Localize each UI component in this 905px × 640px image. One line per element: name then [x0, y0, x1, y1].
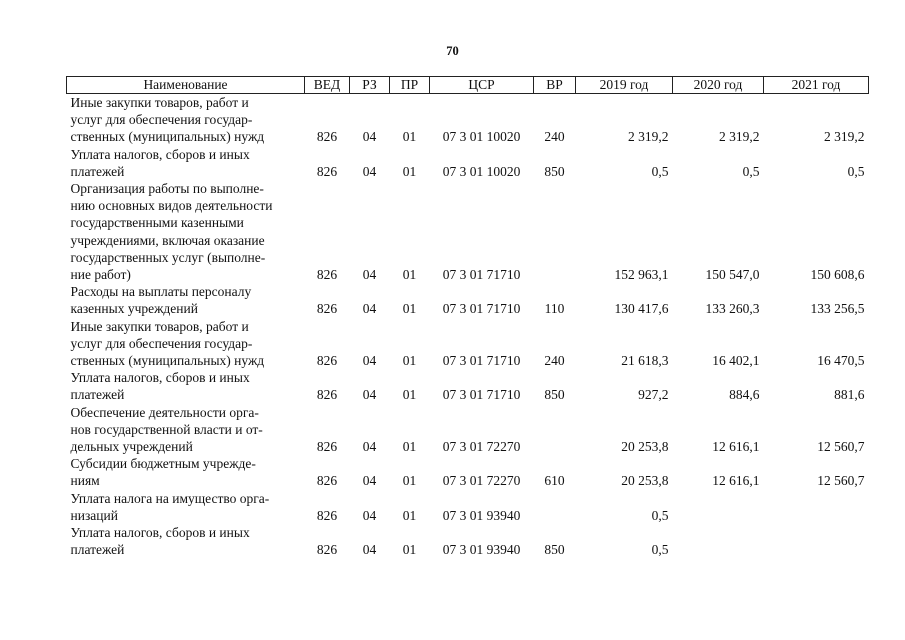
amount-2020-cell: 2 319,2	[719, 129, 760, 145]
amount-2021-cell: 881,6	[834, 387, 865, 403]
header-vr: ВР	[534, 77, 576, 94]
pr-cell: 01	[402, 129, 417, 145]
ved-cell: 826	[316, 129, 338, 145]
amount-2019-cell: 927,2	[638, 387, 669, 403]
amount-2021-cell: 2 319,2	[824, 129, 865, 145]
item-name-line: Обеспечение деятельности орга-	[70, 404, 259, 420]
item-name-line: учреждениями, включая оказание	[70, 232, 265, 248]
ved-cell: 826	[316, 542, 338, 558]
table-row	[67, 283, 869, 317]
item-name-cell	[67, 283, 305, 317]
item-name-cell	[67, 369, 305, 403]
item-name-line: Уплата налогов, сборов и иных	[70, 146, 250, 162]
table-row	[67, 455, 869, 489]
vr-cell: 610	[544, 473, 565, 489]
ved-cell: 826	[316, 507, 338, 523]
header-name: Наименование	[67, 77, 305, 94]
table-row	[67, 94, 869, 146]
amount-2021-cell: 0,5	[847, 163, 865, 179]
rz-cell: 04	[362, 473, 377, 489]
amount-2020-cell	[673, 490, 764, 524]
ved-cell: 826	[316, 353, 338, 369]
item-name-line: услуг для обеспечения государ-	[70, 335, 253, 351]
item-name-line: Иные закупки товаров, работ и	[70, 95, 249, 110]
pr-cell: 01	[402, 439, 417, 455]
header-ved: ВЕД	[305, 77, 350, 94]
header-row	[67, 77, 869, 94]
vr-cell: 110	[544, 301, 565, 317]
ved-cell: 826	[316, 439, 338, 455]
amount-2020-cell: 12 616,1	[712, 473, 760, 489]
item-name-line: Уплата налога на имущество орга-	[70, 490, 270, 506]
vr-cell: 240	[544, 129, 565, 145]
item-name-line: Организация работы по выполне-	[70, 181, 264, 197]
item-name-cell	[67, 404, 305, 456]
table-row	[67, 146, 869, 180]
vr-cell: 240	[544, 353, 565, 369]
amount-2021-cell	[764, 524, 869, 558]
item-name-cell	[67, 180, 305, 283]
ved-cell: 826	[316, 473, 338, 489]
item-name-line: ние работ)	[70, 267, 131, 283]
pr-cell: 01	[402, 507, 417, 523]
csr-cell: 07 3 01 71710	[442, 353, 521, 369]
amount-2019-cell: 0,5	[651, 542, 669, 558]
csr-cell: 07 3 01 93940	[442, 542, 521, 558]
header-2020: 2020 год	[673, 77, 764, 94]
item-name-line: ниям	[70, 473, 100, 489]
item-name-line: государственными казенными	[70, 215, 244, 231]
item-name-line: нию основных видов деятельности	[70, 198, 273, 214]
pr-cell: 01	[402, 301, 417, 317]
csr-cell: 07 3 01 72270	[442, 439, 521, 455]
amount-2019-cell: 2 319,2	[628, 129, 669, 145]
csr-cell: 07 3 01 71710	[442, 387, 521, 403]
amount-2021-cell: 12 560,7	[817, 439, 865, 455]
amount-2021-cell: 150 608,6	[810, 267, 865, 283]
pr-cell: 01	[402, 267, 417, 283]
vr-cell: 850	[544, 542, 565, 558]
item-name-cell	[67, 146, 305, 180]
pr-cell: 01	[402, 473, 417, 489]
header-csr: ЦСР	[430, 77, 534, 94]
header-2021: 2021 год	[764, 77, 869, 94]
amount-2021-cell	[764, 490, 869, 524]
amount-2020-cell: 0,5	[742, 163, 760, 179]
item-name-line: дельных учреждений	[70, 439, 193, 455]
csr-cell: 07 3 01 71710	[442, 301, 521, 317]
budget-table	[66, 76, 869, 558]
item-name-line: низаций	[70, 507, 118, 523]
amount-2020-cell: 16 402,1	[712, 353, 760, 369]
page-number: 70	[446, 44, 459, 58]
item-name-line: Уплата налогов, сборов и иных	[70, 370, 250, 386]
rz-cell: 04	[362, 129, 377, 145]
csr-cell: 07 3 01 71710	[442, 267, 521, 283]
amount-2019-cell: 152 963,1	[614, 267, 669, 283]
table-row	[67, 490, 869, 524]
rz-cell: 04	[362, 301, 377, 317]
item-name-cell	[67, 318, 305, 370]
rz-cell: 04	[362, 439, 377, 455]
rz-cell: 04	[362, 353, 377, 369]
ved-cell: 826	[316, 301, 338, 317]
table-header	[67, 77, 869, 94]
table-row	[67, 404, 869, 456]
item-name-line: платежей	[70, 387, 125, 403]
amount-2020-cell: 884,6	[729, 387, 760, 403]
item-name-line: казенных учреждений	[70, 301, 198, 317]
pr-cell: 01	[402, 387, 417, 403]
amount-2019-cell: 130 417,6	[614, 301, 669, 317]
item-name-line: Расходы на выплаты персоналу	[70, 284, 252, 300]
table-body	[67, 94, 869, 559]
rz-cell: 04	[362, 267, 377, 283]
rz-cell: 04	[362, 163, 377, 179]
csr-cell: 07 3 01 72270	[442, 473, 521, 489]
ved-cell: 826	[316, 163, 338, 179]
item-name-line: Иные закупки товаров, работ и	[70, 318, 249, 334]
amount-2019-cell: 21 618,3	[621, 353, 669, 369]
amount-2020-cell: 133 260,3	[705, 301, 760, 317]
table-row	[67, 180, 869, 283]
ved-cell: 826	[316, 267, 338, 283]
table-row	[67, 369, 869, 403]
vr-cell: 850	[544, 163, 565, 179]
item-name-line: платежей	[70, 542, 125, 558]
item-name-line: государственных услуг (выполне-	[70, 249, 266, 265]
amount-2019-cell: 0,5	[651, 163, 669, 179]
item-name-line: услуг для обеспечения государ-	[70, 112, 253, 128]
pr-cell: 01	[402, 542, 417, 558]
header-rz: РЗ	[350, 77, 390, 94]
item-name-cell	[67, 490, 305, 524]
amount-2021-cell: 16 470,5	[817, 353, 865, 369]
vr-cell	[534, 404, 576, 456]
item-name-line: платежей	[70, 163, 125, 179]
header-pr: ПР	[390, 77, 430, 94]
vr-cell: 850	[544, 387, 565, 403]
item-name-line: ственных (муниципальных) нужд	[70, 353, 265, 369]
item-name-cell	[67, 94, 305, 146]
amount-2019-cell: 20 253,8	[621, 439, 669, 455]
csr-cell: 07 3 01 93940	[442, 507, 521, 523]
csr-cell: 07 3 01 10020	[442, 163, 521, 179]
item-name-line: нов государственной власти и от-	[70, 421, 263, 437]
amount-2021-cell: 133 256,5	[810, 301, 865, 317]
amount-2021-cell: 12 560,7	[817, 473, 865, 489]
amount-2020-cell: 12 616,1	[712, 439, 760, 455]
rz-cell: 04	[362, 387, 377, 403]
pr-cell: 01	[402, 163, 417, 179]
amount-2019-cell: 20 253,8	[621, 473, 669, 489]
rz-cell: 04	[362, 542, 377, 558]
header-2019: 2019 год	[576, 77, 673, 94]
rz-cell: 04	[362, 507, 377, 523]
amount-2020-cell	[673, 524, 764, 558]
pr-cell: 01	[402, 353, 417, 369]
item-name-cell	[67, 524, 305, 558]
amount-2019-cell: 0,5	[651, 507, 669, 523]
amount-2020-cell: 150 547,0	[705, 267, 760, 283]
ved-cell: 826	[316, 387, 338, 403]
item-name-line: ственных (муниципальных) нужд	[70, 129, 265, 145]
table-row	[67, 318, 869, 370]
table-row	[67, 524, 869, 558]
item-name-line: Уплата налогов, сборов и иных	[70, 525, 250, 541]
vr-cell	[534, 490, 576, 524]
csr-cell: 07 3 01 10020	[442, 129, 521, 145]
vr-cell	[534, 180, 576, 283]
item-name-cell	[67, 455, 305, 489]
item-name-line: Субсидии бюджетным учрежде-	[70, 456, 256, 472]
